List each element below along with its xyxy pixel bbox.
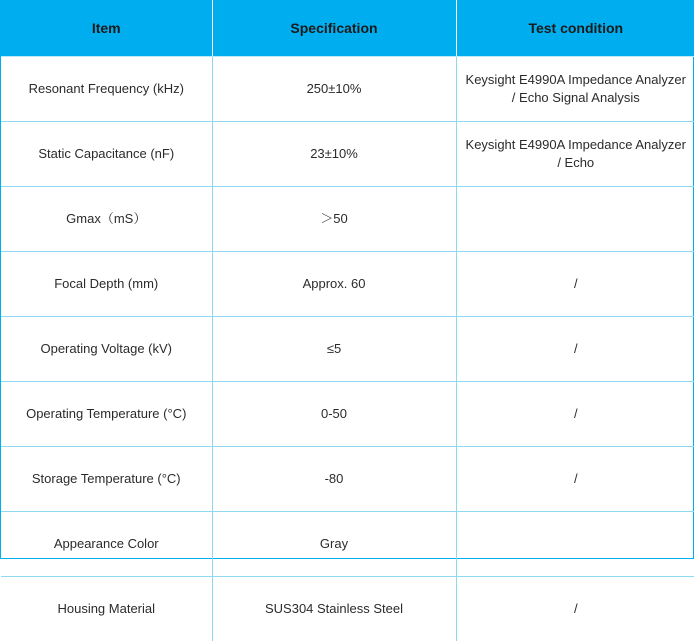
table-row bbox=[1, 577, 694, 641]
table-row bbox=[1, 57, 694, 122]
cell-test-condition: / bbox=[456, 382, 694, 447]
cell-item: Operating Voltage (kV) bbox=[1, 317, 212, 382]
cell-item: Operating Temperature (°C) bbox=[1, 382, 212, 447]
table-row bbox=[1, 382, 694, 447]
table-row bbox=[1, 187, 694, 252]
cell-specification: 23±10% bbox=[212, 122, 456, 187]
table-body bbox=[1, 57, 694, 641]
cell-test-condition bbox=[456, 187, 694, 252]
cell-specification: 250±10% bbox=[212, 57, 456, 122]
cell-item: Focal Depth (mm) bbox=[1, 252, 212, 317]
cell-specification: SUS304 Stainless Steel bbox=[212, 577, 456, 641]
cell-specification: Approx. 60 bbox=[212, 252, 456, 317]
table-row bbox=[1, 252, 694, 317]
cell-item: Housing Material bbox=[1, 577, 212, 641]
cell-test-condition: / bbox=[456, 317, 694, 382]
cell-test-condition: / bbox=[456, 577, 694, 641]
cell-test-condition: Keysight E4990A Impedance Analyzer / Echo Signal Analysis bbox=[456, 57, 694, 122]
cell-item: Resonant Frequency (kHz) bbox=[1, 57, 212, 122]
cell-item: Storage Temperature (°C) bbox=[1, 447, 212, 512]
table-row bbox=[1, 512, 694, 577]
cell-specification: -80 bbox=[212, 447, 456, 512]
cell-item: Gmax（mS） bbox=[1, 187, 212, 252]
cell-test-condition: / bbox=[456, 447, 694, 512]
table-row bbox=[1, 447, 694, 512]
table-header bbox=[1, 0, 694, 57]
cell-item: Appearance Color bbox=[1, 512, 212, 577]
cell-specification: Gray bbox=[212, 512, 456, 577]
table-header-row bbox=[1, 0, 694, 57]
table-row bbox=[1, 122, 694, 187]
column-header-test-condition: Test condition bbox=[456, 0, 694, 57]
table-row bbox=[1, 317, 694, 382]
cell-specification: ＞50 bbox=[212, 187, 456, 252]
cell-test-condition: Keysight E4990A Impedance Analyzer / Echo bbox=[456, 122, 694, 187]
cell-specification: 0-50 bbox=[212, 382, 456, 447]
cell-item: Static Capacitance (nF) bbox=[1, 122, 212, 187]
column-header-specification: Specification bbox=[212, 0, 456, 57]
cell-test-condition bbox=[456, 512, 694, 577]
cell-test-condition: / bbox=[456, 252, 694, 317]
cell-specification: ≤5 bbox=[212, 317, 456, 382]
column-header-item: Item bbox=[1, 0, 212, 57]
specification-table bbox=[1, 0, 694, 641]
